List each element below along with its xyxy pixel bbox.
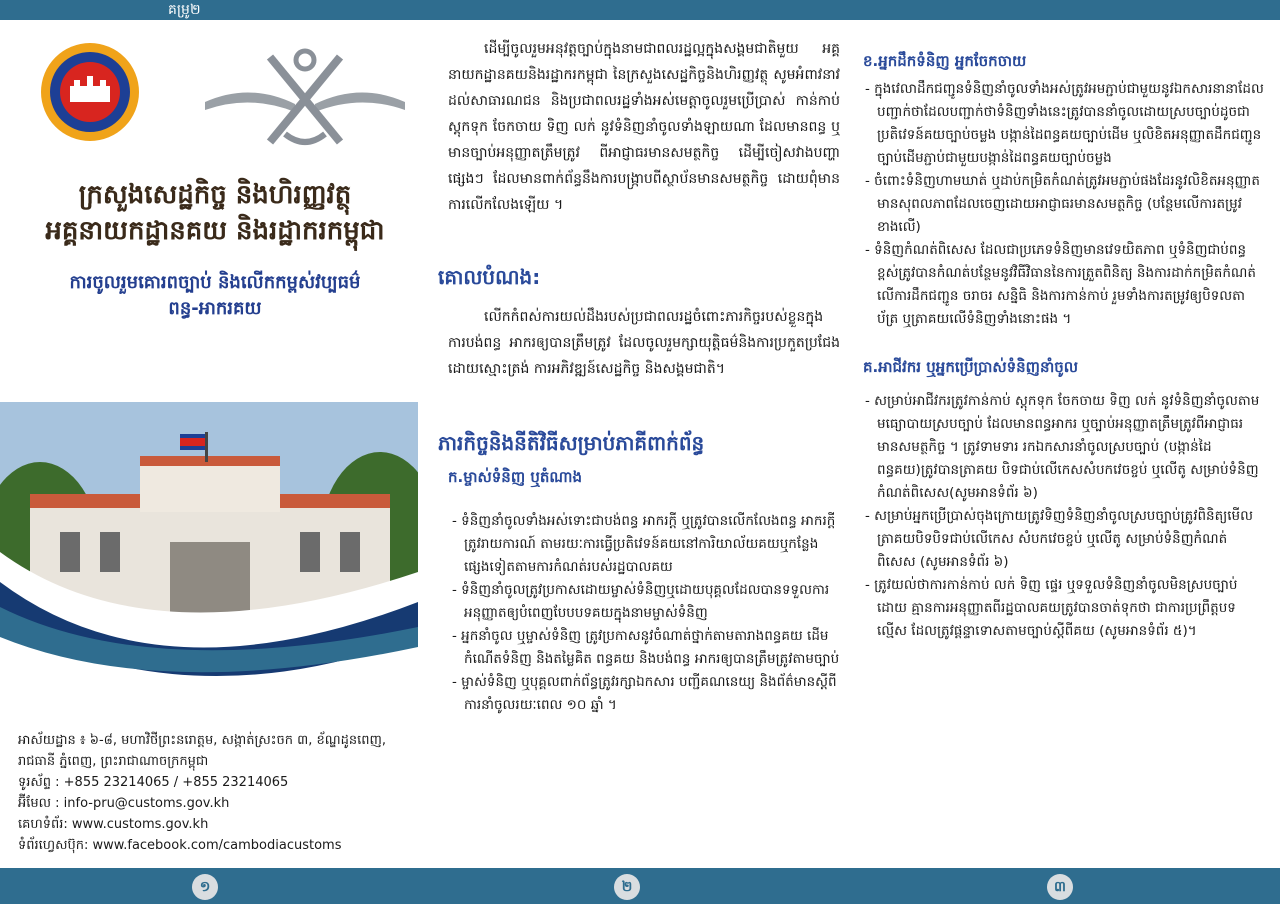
list-item: - សម្រាប់អ្នកប្រើប្រាស់ចុងក្រោយត្រូវទិញទំនិញនាំចូលស្របច្បាប់ត្រូវពិនិត្យមើលត្រាគយបិទបិទជាប់លើកេស សំបកវេចខ្ចប់ ឬលើតូ សម្រាប់ទំនិញកំណត់ពិសេស (សូមអានទំព័រ ៦)	[865, 508, 1253, 570]
contact-info	[18, 730, 423, 856]
list-item: - ក្នុងវេលាដឹកជញ្ជូនទំនិញនាំចូលទាំងអស់ត្រូវអមភ្ជាប់ជាមួយនូវឯកសារនានាដែលបញ្ជាក់ថាដែលបញ្ជាក់ថាទំនិញទាំងនេះត្រូវបាននាំចូលដោយស្របច្បាប់ដូចជា ប្រតិវេទន៍គយច្បាប់ចម្លង បង្កាន់ដៃពន្ធគយច្បាប់ដើម ឬលិខិតអនុញ្ញាតដឹកជញ្ជូនច្បាប់ដើមភ្ជាប់ជាមួយបង្កាន់ដៃពន្ធគយច្បាប់ចម្លង	[865, 81, 1264, 166]
ministry-name: ក្រសួងសេដ្ឋកិច្ច និងហិរញ្ញវត្ថុ	[78, 180, 352, 210]
campaign-title: ការចូលរួមគោរពច្បាប់ និងលើកកម្ពស់វប្បធម៌	[69, 272, 361, 293]
list-item: - អ្នកនាំចូល ឬម្ចាស់ទំនិញ ត្រូវប្រកាសនូវចំណាត់ថ្នាក់តាមតារាងពន្ធគយ ដើមកំណើតទំនិញ និងតម្លៃគិត ពន្ធគយ និងបង់ពន្ធ អាករឲ្យបានត្រឹមត្រូវតាមច្បាប់	[452, 628, 840, 667]
email-address[interactable]: អ៊ីមែល : info-pru@customs.gov.kh	[18, 796, 230, 811]
panel-procedures	[855, 20, 1280, 868]
list-item: - ទំនិញកំណត់ពិសេស ដែលជាប្រភេទទំនិញមានវេទយិតភាព ឬទំនិញជាប់ពន្ធខ្ពស់ត្រូវបានកំណត់បន្ថែមនូវវិធីវិធាននៃការត្រួតពិនិត្យ និងការដាក់កម្រិតកំណត់លើការដឹកជញ្ជូន ចរាចរ សន្និធិ និងការកាន់កាប់ រួមទាំងការតម្រូវឲ្យបិទលតាប័ត្រ ឬត្រាគយលើទំនិញទាំងនោះផង ។	[865, 242, 1256, 327]
customs-building-photo	[0, 402, 418, 702]
intro-paragraph: ដើម្បីចូលរួមអនុវត្តច្បាប់ក្នុងនាមជាពលរដ្ឋល្អក្នុងសង្គមជាតិមួយ អគ្គនាយកដ្ឋានគយនិងរដ្ឋាករកម្ពុជា នៃក្រសួងសេដ្ឋកិច្ចនិងហិរញ្ញវត្ថុ សូមអំពាវនាវដល់សាធារណជន និងប្រជាពលរដ្ឋទាំងអស់មេត្តាចូលរួមប្រើប្រាស់ កាន់កាប់ ស្តុកទុក ចែកចាយ ទិញ លក់ នូវទំនិញនាំចូលទាំងឡាយណា ដែលមានពន្ធ ឬមានច្បាប់អនុញ្ញាតត្រឹមត្រូវ ពីអាជ្ញាធរមានសមត្ថកិច្ច ដើម្បីចៀសវាងបញ្ហាផ្សេងៗ ដែលមានពាក់ព័ន្ធនឹងការបង្ក្រាបពីស្ថាប័នមានសមត្ថកិច្ច ដោយពុំមានការលើកលែងឡើយ ។	[448, 41, 840, 213]
campaign-subtitle: ពន្ធ-អាករគយ	[168, 298, 262, 319]
list-item: - សម្រាប់អាជីវករត្រូវកាន់កាប់ ស្តុកទុក ចែកចាយ ទិញ លក់ នូវទំនិញនាំចូលតាមមធ្យោបាយស្របច្បាប់ ដែលមានពន្ធអាករ ឬច្បាប់អនុញ្ញាតត្រឹមត្រូវពីអាជ្ញាធរ មានសមត្ថកិច្ច ។ ត្រូវទាមទារ រកឯកសារនាំចូលស្របច្បាប់ (បង្កាន់ដៃពន្ធគយ)ត្រូវបានត្រាគយ បិទជាប់លើកេសសំបកវេចខ្ចប់ ឬលើតូ សម្រាប់ទំនិញកំណត់ពិសេស(សូមអានទំព័រ ៦)	[865, 393, 1260, 501]
template-tag: គម្រូ២	[168, 2, 201, 18]
list-item: - ម្ចាស់ទំនិញ ឬបុគ្គលពាក់ព័ន្ធត្រូវរក្សាឯកសារ បញ្ជីគណនេយ្យ និងព័ត៌មានស្តីពីការនាំចូលរយៈពេល ១០ ឆ្នាំ ។	[452, 674, 837, 713]
facebook-link[interactable]: ទំព័រហ្វេសប៊ុក: www.facebook.com/cambodiacustoms	[18, 838, 342, 853]
list-item: - ត្រូវយល់ថាការកាន់កាប់ លក់ ទិញ ផ្ទេរ ឬទទួលទំនិញនាំចូលមិនស្របច្បាប់ដោយ គ្មានការអនុញ្ញាតពីរដ្ឋបាលគយត្រូវបានចាត់ទុកថា ជាការប្រព្រឹត្តបទ ល្មើស ដែលត្រូវផ្តន្ទាទោសតាមច្បាប់ស្តីពីគយ (សូមអានទំព័រ ៥)។	[865, 577, 1238, 639]
owner-list	[452, 510, 842, 717]
distributor-list	[865, 78, 1265, 331]
website-link[interactable]: គេហទំព័រ: www.customs.gov.kh	[18, 817, 209, 832]
phone-number: ទូរស័ព្ទ : +855 23214065 / +855 23214065	[18, 775, 289, 790]
list-item: - ទំនិញនាំចូលទាំងអស់ទោះជាបង់ពន្ធ អាករក្តី ឬត្រូវបានលើកលែងពន្ធ អាករក្តី ត្រូវរាយការណ៍ តាមរយៈការធ្វើប្រតិវេទន៍គយនៅការិយាល័យគយឬកន្លែងផ្សេងទៀតតាមការកំណត់របស់រដ្ឋបាលគយ	[452, 513, 836, 575]
department-name: អគ្គនាយកដ្ឋានគយ និងរដ្ឋាករកម្ពុជា	[45, 216, 385, 246]
objective-heading: គោលបំណង:	[438, 265, 541, 289]
seller-list	[865, 390, 1265, 643]
list-item: - ចំពោះទំនិញហាមឃាត់ ឬដាប់កម្រិតកំណត់ត្រូវអមភ្ជាប់ផងដែរនូវលិខិតអនុញ្ញាតមានសុពលភាពដែលចេញដោយអាជ្ញាធរមានសមត្ថកិច្ច (បន្ថែមលើការតម្រូវខាងលើ)	[865, 173, 1260, 235]
anchor-keys-emblem-icon	[200, 42, 410, 152]
address-line-2: រាជធានី ភ្នំពេញ, ព្រះរាជាណាចក្រកម្ពុជា	[18, 754, 209, 769]
panel-objectives	[430, 20, 855, 868]
seller-heading: គ.អាជីវករ ឬអ្នកប្រើប្រាស់ទំនិញនាំចូល	[863, 358, 1079, 376]
top-bar	[0, 0, 1280, 20]
address-line-1: អាស័យដ្ឋាន ៖ ៦-៨, មហាវិថីព្រះនរោត្តម, សង្កាត់ស្រះចក ៣, ខ័ណ្ឌដូនពេញ,	[18, 733, 386, 748]
page-number-2: ២	[614, 874, 640, 900]
page-number-1: ១	[192, 874, 218, 900]
objective-paragraph: លើកកំពស់ការយល់ដឹងរបស់ប្រជាពលរដ្ឋចំពោះភារកិច្ចរបស់ខ្លួនក្នុងការបង់ពន្ធ អាករឲ្យបានត្រឹមត្រូវ ដែលចូលរួមក្សាយុត្តិធម៌និងការប្រកួតប្រជែងដោយស្មោះត្រង់ ការអភិវឌ្ឍន៍សេដ្ឋកិច្ច និងសង្គមជាតិ។	[448, 309, 840, 377]
owner-heading: ក.ម្ចាស់ទំនិញ ឬតំណាង	[448, 468, 582, 486]
panel-cover	[0, 20, 430, 868]
distributor-heading: ខ.អ្នកដឹកទំនិញ អ្នកចែកចាយ	[863, 52, 1027, 70]
list-item: - ទំនិញនាំចូលត្រូវប្រកាសដោយម្ចាស់ទំនិញឬដោយបុគ្គលដែលបានទទួលការអនុញ្ញាតឲ្យបំពេញបែបបទគយក្នុងនាមម្ចាស់ទំនិញ	[452, 582, 830, 621]
customs-seal-icon	[40, 42, 140, 142]
page-number-3: ៣	[1047, 874, 1073, 900]
duties-heading: ភារកិច្ចនិងនីតិវិធីសម្រាប់ភាគីពាក់ព័ន្ធ	[438, 431, 705, 455]
